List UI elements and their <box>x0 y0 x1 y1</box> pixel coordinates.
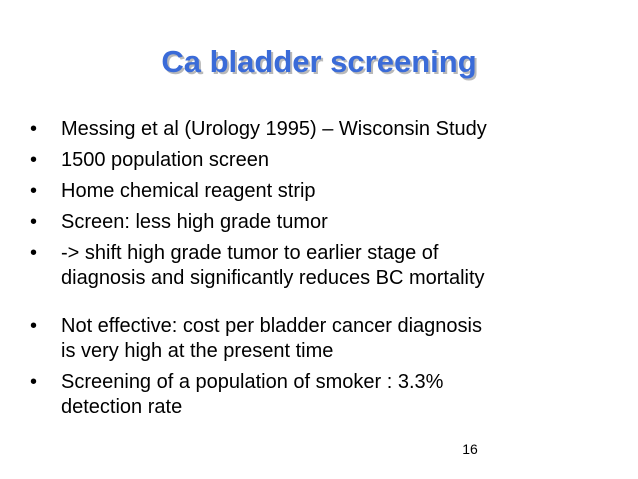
bullet-text-line: Messing et al (Urology 1995) – Wisconsin Study <box>61 118 487 140</box>
bullet-icon: • <box>30 180 38 202</box>
bullet-icon: • <box>30 211 38 233</box>
bullet-item-2 <box>30 148 610 173</box>
bullet-text-line: diagnosis and significantly reduces BC mortality <box>61 267 485 289</box>
bullet-icon: • <box>30 149 38 171</box>
bullet-text-line: Screening of a population of smoker : 3.3% <box>61 371 444 393</box>
page-number: 16 <box>462 441 478 457</box>
bullet-text-line: -> shift high grade tumor to earlier stage of <box>61 242 439 264</box>
bullet-icon: • <box>30 315 38 337</box>
bullet-text-line: is very high at the present time <box>61 340 334 362</box>
bullet-item-4 <box>30 210 610 235</box>
bullet-list <box>30 117 610 426</box>
slide-title: Ca bladder screening <box>161 44 477 79</box>
bullet-text-line: Screen: less high grade tumor <box>61 211 328 233</box>
bullet-item-7 <box>30 370 610 420</box>
bullet-icon: • <box>30 242 38 264</box>
bullet-item-5 <box>30 241 610 291</box>
bullet-text-line: detection rate <box>61 396 183 418</box>
bullet-icon: • <box>30 118 38 140</box>
bullet-text-line: Not effective: cost per bladder cancer diagnosis <box>61 315 482 337</box>
bullet-text-line: 1500 population screen <box>61 149 269 171</box>
bullet-item-6 <box>30 314 610 364</box>
bullet-icon: • <box>30 371 38 393</box>
bullet-text-line: Home chemical reagent strip <box>61 180 316 202</box>
bullet-item-1 <box>30 117 610 142</box>
bullet-item-3 <box>30 179 610 204</box>
